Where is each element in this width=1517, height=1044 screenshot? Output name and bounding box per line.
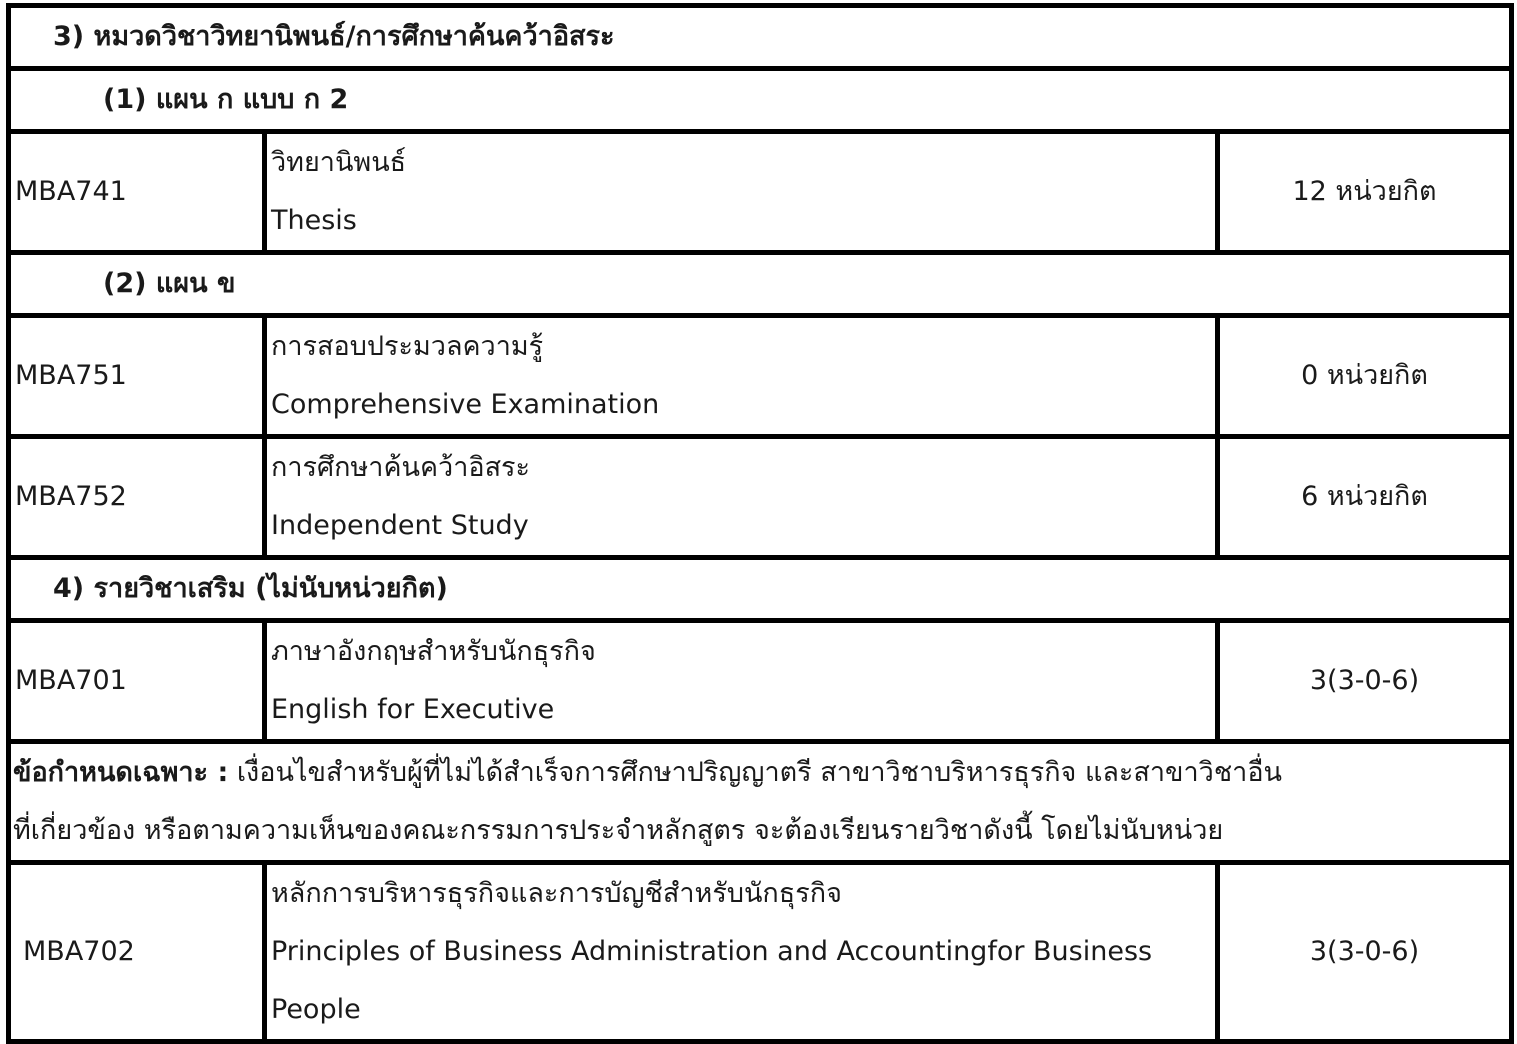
course-title-th: วิทยานิพนธ์ [271, 147, 407, 178]
course-credits: 0 หน่วยกิต [1218, 316, 1512, 437]
course-title-en: English for Executive [271, 694, 555, 725]
course-title-th: ภาษาอังกฤษสำหรับนักธุรกิจ [271, 636, 596, 667]
section-row-plan-b [9, 253, 1512, 316]
course-code: MBA701 [9, 621, 265, 742]
section-row-plan-a2 [9, 69, 1512, 132]
course-title-en-cont: People [271, 994, 361, 1025]
section-heading: 3) หมวดวิชาวิทยานิพนธ์/การศึกษาค้นคว้าอิสระ [9, 6, 1512, 69]
section-heading: 4) รายวิชาเสริม (ไม่นับหน่วยกิต) [9, 558, 1512, 621]
course-credits: 12 หน่วยกิต [1218, 132, 1512, 253]
note-line-1 [13, 744, 1509, 802]
curriculum-table [6, 3, 1514, 1044]
course-title-th: การสอบประมวลความรู้ [271, 331, 544, 362]
section-row-supplementary [9, 558, 1512, 621]
course-row-mba741 [9, 132, 1512, 253]
course-title-en: Independent Study [271, 510, 529, 541]
note-label: ข้อกำหนดเฉพาะ : [13, 757, 229, 788]
note-text-1: เงื่อนไขสำหรับผู้ที่ไม่ได้สำเร็จการศึกษาปริญญาตรี สาขาวิชาบริหารธุรกิจ และสาขาวิชาอื่น [228, 757, 1282, 788]
section-row-thesis-category [9, 6, 1512, 69]
course-title-en: Thesis [271, 205, 357, 236]
note-line-2: ที่เกี่ยวข้อง หรือตามความเห็นของคณะกรรมการประจำหลักสูตร จะต้องเรียนรายวิชาดังนี้ โดยไม่นับหน่วย [13, 815, 1224, 846]
course-title-th: หลักการบริหารธุรกิจและการบัญชีสำหรับนักธุรกิจ [271, 878, 842, 909]
note-row [9, 742, 1512, 863]
specific-requirement-note [9, 742, 1512, 863]
course-row-mba752 [9, 437, 1512, 558]
course-title [265, 863, 1218, 1042]
course-credits: 3(3-0-6) [1218, 863, 1512, 1042]
subsection-heading: (2) แผน ข [9, 253, 1512, 316]
course-title [265, 316, 1218, 437]
subsection-heading: (1) แผน ก แบบ ก 2 [9, 69, 1512, 132]
course-credits: 6 หน่วยกิต [1218, 437, 1512, 558]
course-code: MBA741 [9, 132, 265, 253]
course-title-en: Principles of Business Administration and Accountingfor Business [271, 936, 1153, 967]
course-code: MBA751 [9, 316, 265, 437]
course-row-mba701 [9, 621, 1512, 742]
course-row-mba751 [9, 316, 1512, 437]
course-code: MBA752 [9, 437, 265, 558]
course-code: MBA702 [9, 863, 265, 1042]
course-title [265, 132, 1218, 253]
course-row-mba702 [9, 863, 1512, 1042]
course-title-en: Comprehensive Examination [271, 389, 660, 420]
course-title [265, 621, 1218, 742]
course-title [265, 437, 1218, 558]
course-credits: 3(3-0-6) [1218, 621, 1512, 742]
course-title-th: การศึกษาค้นคว้าอิสระ [271, 452, 531, 483]
